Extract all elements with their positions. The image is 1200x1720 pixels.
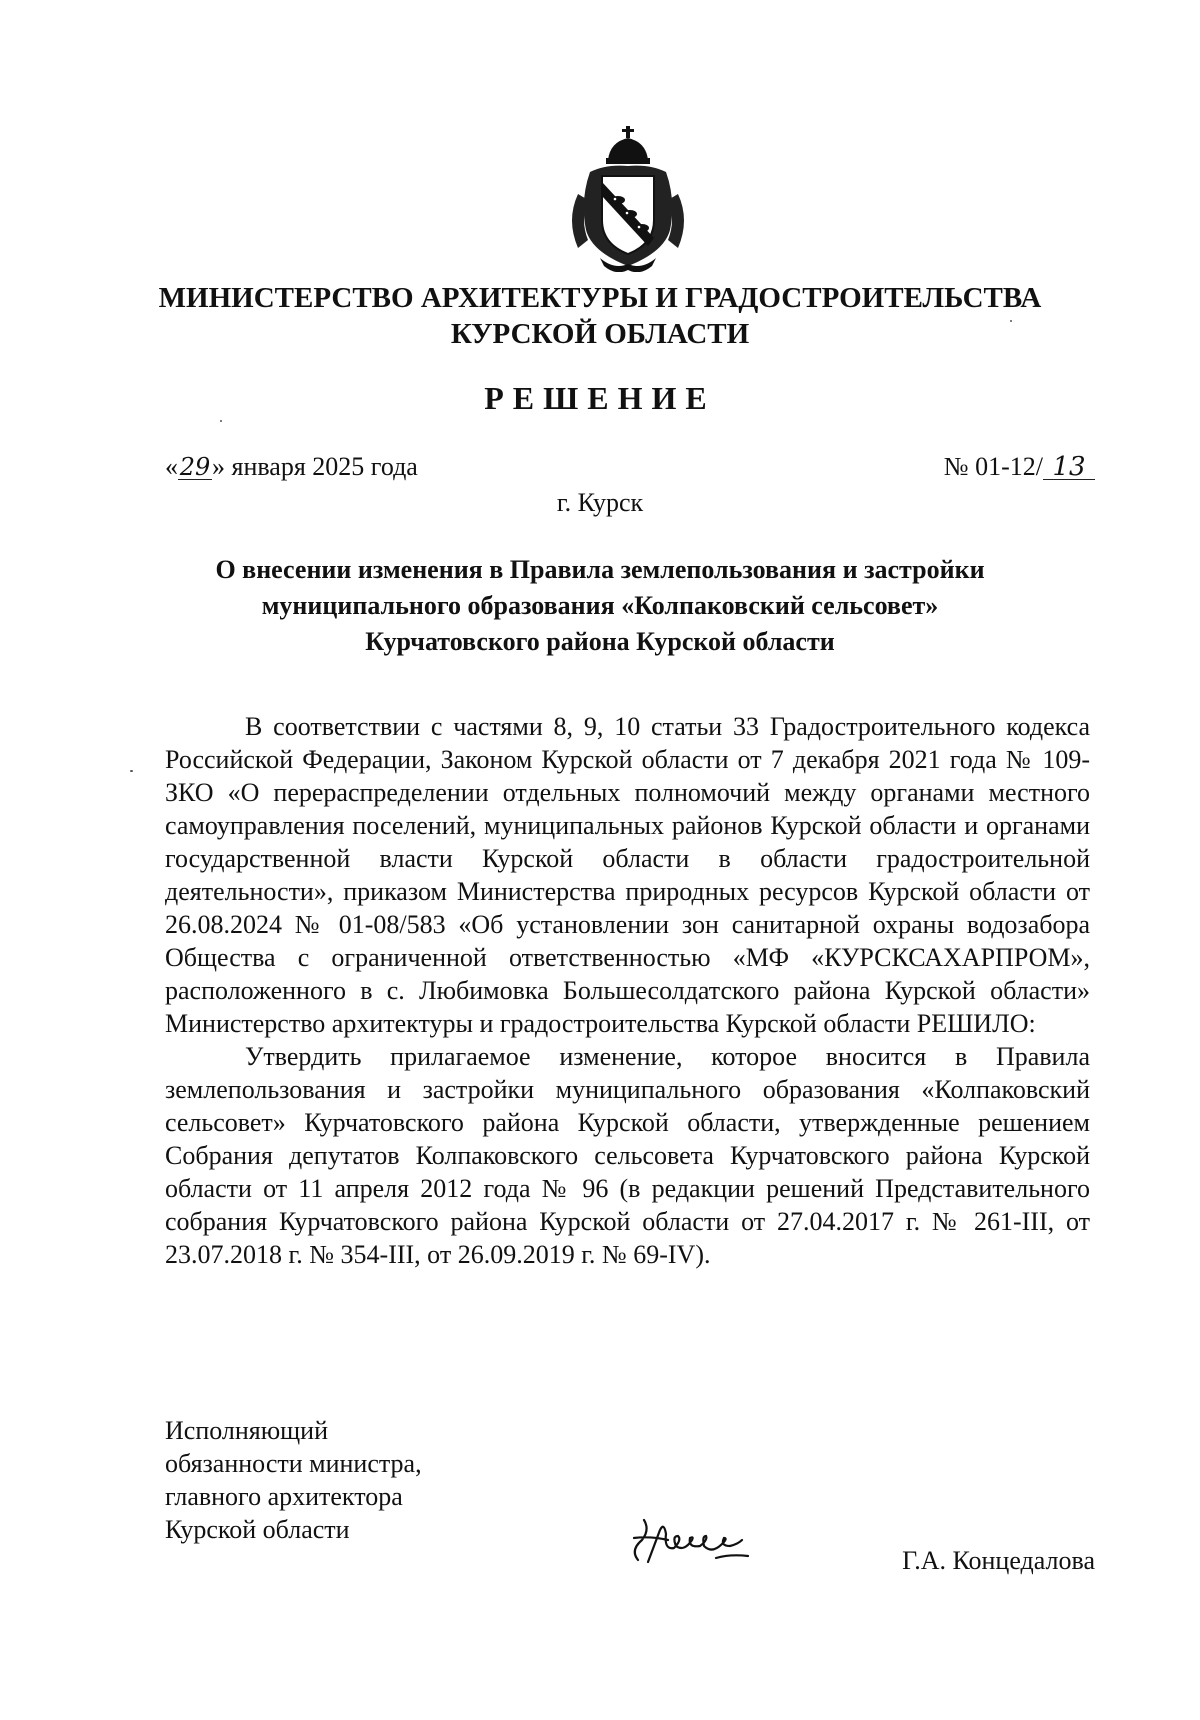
- number-value-handwritten: 13: [1043, 455, 1095, 480]
- ministry-name-line2: КУРСКОЙ ОБЛАСТИ: [450, 318, 750, 350]
- scan-speck: [1010, 320, 1012, 322]
- scan-speck: [220, 420, 222, 422]
- signer-position-line2: обязанности министра,: [165, 1449, 422, 1478]
- number-prefix: № 01-12/: [943, 452, 1043, 481]
- body-paragraph-resolution: Утвердить прилагаемое изменение, которое вносится в Правила землепользования и застройки муниципального образования «Колпаковский сельсовет» Курчатовского района Курской области, утвержденные решением Собрания депутатов Колпаковского сельсовета Курчатовского района Курской области от 11 апреля 2012 года № 96 (в редакции решений Представительного собрания Курчатовского района Курской области от 27.04.2017 г. № 261-III, от 23.07.2018 г. № 354-III, от 26.09.2019 г. № 69-IV).: [165, 1042, 1090, 1269]
- date-open-quote: «: [165, 452, 178, 481]
- scan-speck: [130, 770, 133, 772]
- signer-position-line3: главного архитектора: [165, 1482, 403, 1511]
- date-rest: » января 2025 года: [212, 452, 418, 481]
- subject-line2: муниципального образования «Колпаковский сельсовет»: [261, 591, 939, 620]
- city: г. Курск: [556, 488, 644, 517]
- decision-body: [165, 710, 1090, 1271]
- decision-subject: [140, 552, 1060, 660]
- signer-position: [165, 1414, 422, 1546]
- handwritten-signature: [620, 1510, 770, 1570]
- subject-line1: О внесении изменения в Правила землепользования и застройки: [215, 555, 985, 584]
- body-paragraph-legal-basis: В соответствии с частями 8, 9, 10 статьи 33 Градостроительного кодекса Российской Федерации, Законом Курской области от 7 декабря 2021 года № 109-ЗКО «О перераспределении отдельных полномочий между органами местного самоуправления поселений, муниципальных районов Курской области и органами государственной власти Курской области в области градостроительной деятельности», приказом Министерства природных ресурсов Курской области от 26.08.2024 № 01-08/583 «Об установлении зон санитарной охраны водозабора Общества с ограниченной ответственностью «МФ «КУРСКСАХАРПРОМ», расположенного в с. Любимовка Большесолдатского района Курской области» Министерство архитектуры и градостроительства Курской области РЕШИЛО:: [165, 712, 1090, 1038]
- ministry-name-line1: МИНИСТЕРСТВО АРХИТЕКТУРЫ И ГРАДОСТРОИТЕЛЬСТВА: [158, 282, 1042, 314]
- decision-number: [944, 452, 1095, 482]
- decision-date: [165, 452, 418, 482]
- coat-of-arms-emblem: [560, 120, 696, 272]
- subject-line3: Курчатовского района Курской области: [365, 627, 835, 656]
- signer-position-line1: Исполняющий: [165, 1416, 329, 1445]
- ministry-name: [100, 280, 1100, 352]
- signer-name: Г.А. Концедалова: [902, 1546, 1095, 1575]
- date-day-handwritten: 29: [179, 453, 211, 481]
- document-type-title: РЕШЕНИЕ: [484, 380, 716, 416]
- signer-position-line4: Курской области: [165, 1515, 350, 1544]
